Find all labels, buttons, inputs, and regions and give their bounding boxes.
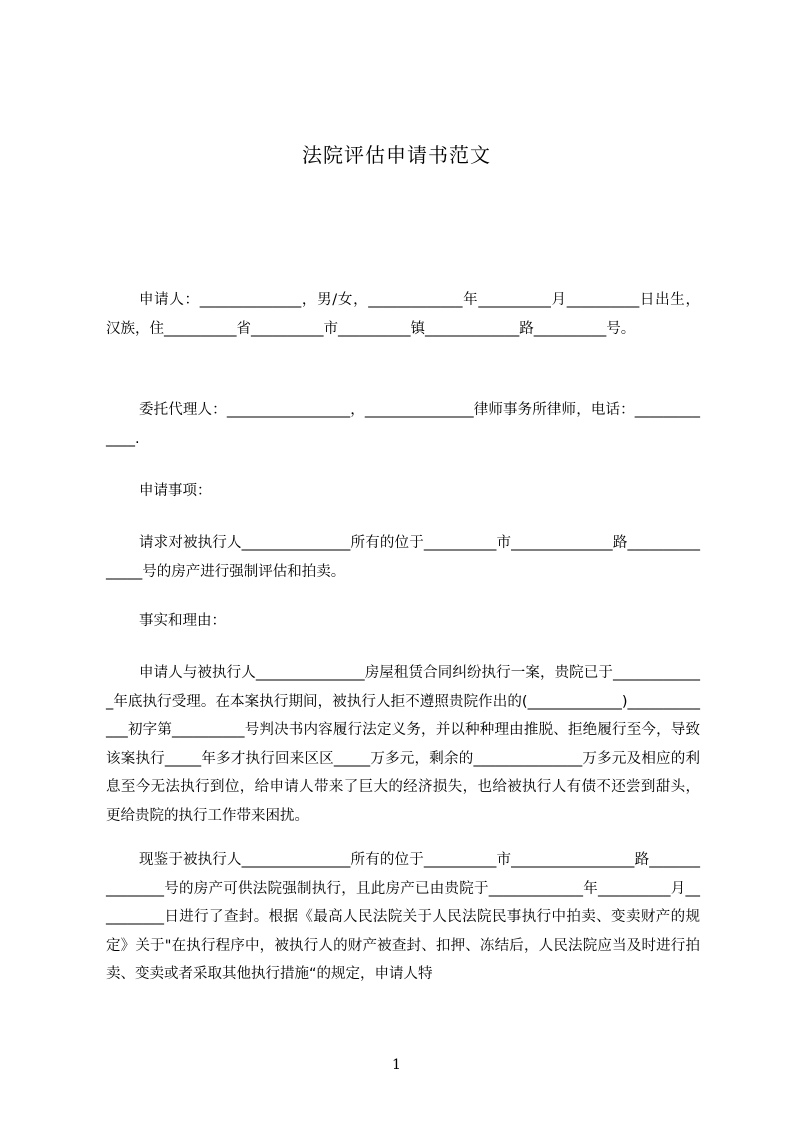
agent-paragraph: 委托代理人：_________________，_______________律师事务所律师，电话：_____________. xyxy=(106,402,700,447)
reasons-paragraph: 现鉴于被执行人_______________所有的位于__________市_________________路_______________号的房产可供法院强制执行，且此房产已由贵院于_____________年__________月__________日进行了查封。根据《最高人民法院关于人民法院民事执行中拍卖、变卖财产的规定》关于"在执行程序中，被执行人的财产被查封、扣押、冻结后，人民法院应当及时进行拍卖、变卖或者采取其他执行措施“的规定，申请人特 xyxy=(106,852,700,982)
facts-heading: 事实和理由： xyxy=(139,613,226,629)
applicant-paragraph: 申请人：______________，男/女，_____________年__________月__________日出生，汉族，住__________省__________市__________镇_____________路__________号。 xyxy=(106,292,700,337)
page-number: 1 xyxy=(392,1057,401,1073)
request-paragraph: 请求对被执行人_______________所有的位于__________市______________路_______________号的房产进行强制评估和拍卖。 xyxy=(106,535,700,580)
facts-paragraph: 申请人与被执行人_______________房屋租赁合同纠纷执行一案，贵院已于_____________年底执行受理。在本案执行期间，被执行人拒不遵照贵院作出的(_____________)_____________初字第__________号判决书内容履行法定义务，并以种种理由推脱、拒绝履行至今，导致该案执行_____年多才执行回来区区_____万多元，剩余的_______________万多元及相应的利息至今无法执行到位，给申请人带来了巨大的经济损失，也给被执行人有债不还尝到甜头，更给贵院的执行工作带来困扰。 xyxy=(106,665,700,824)
request-heading: 申请事项： xyxy=(139,483,212,499)
document-title: 法院评估申请书范文 xyxy=(302,143,491,167)
